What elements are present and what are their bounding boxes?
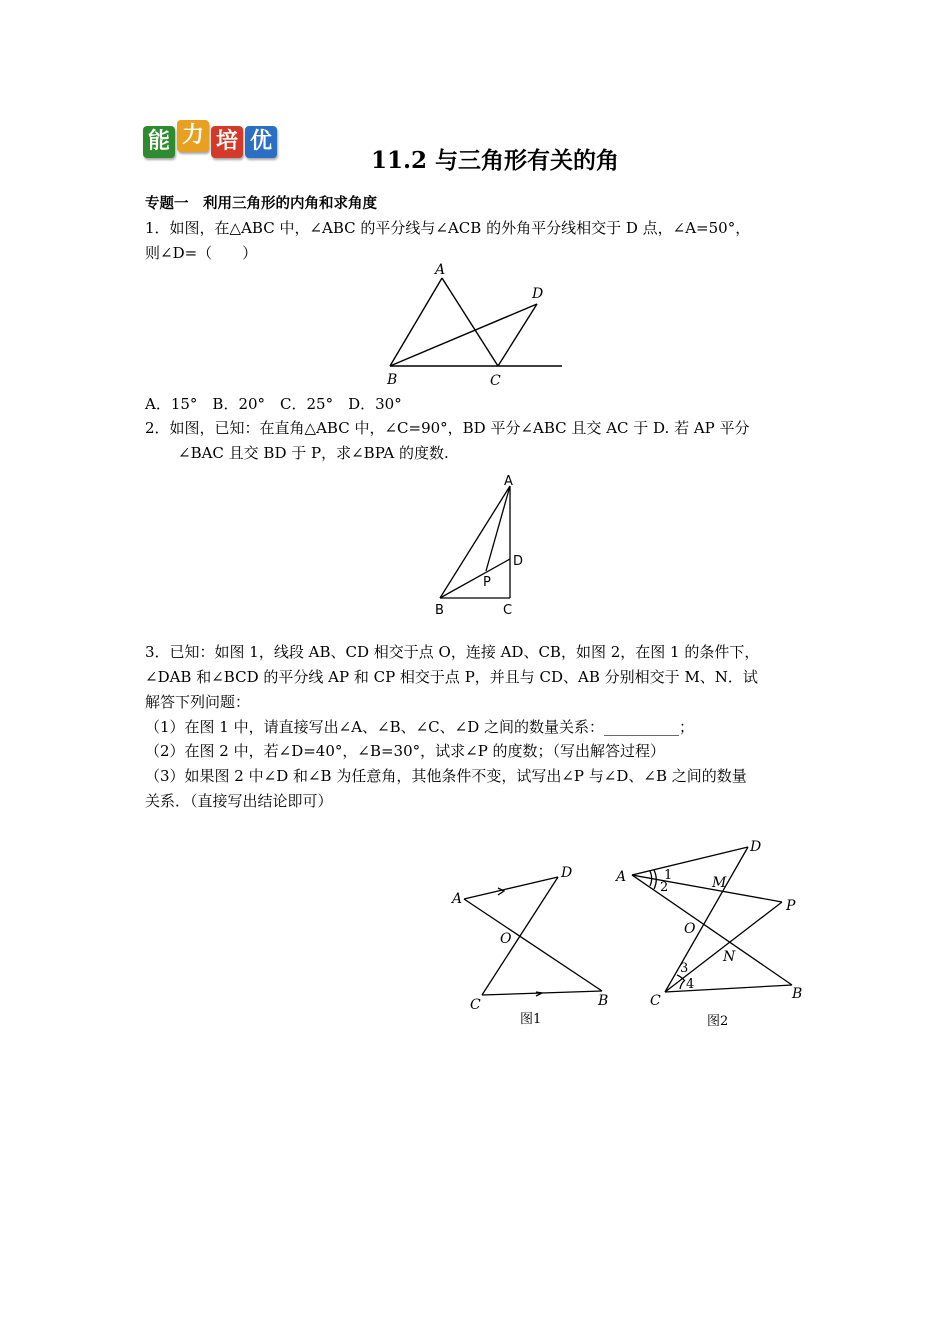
q1-label-B: B (387, 372, 398, 388)
fig2-label-B: B (792, 986, 803, 1002)
fig1-label-C: C (470, 997, 481, 1013)
fig2-angle-3: 3 (680, 961, 689, 976)
section-heading: 专题一 利用三角形的内角和求角度 (145, 196, 377, 212)
q2-label-C: C (503, 603, 513, 618)
q3-part3a: （3）如果图 2 中∠D 和∠B 为任意角，其他条件不变，试写出∠P 与∠D、∠B 之间的数量 (145, 767, 747, 785)
q1-options: A．15° B．20° C．25° D．30° (145, 395, 402, 413)
q2-label-D: D (513, 554, 524, 569)
q2-label-A: A (504, 474, 513, 489)
logo-char-2: 力 (177, 120, 209, 152)
q3-line2: ∠DAB 和∠BCD 的平分线 AP 和 CP 相交于点 P，并且与 CD、AB 分别相交于 M、N．试 (145, 668, 758, 686)
q3-line3: 解答下列问题： (145, 693, 251, 711)
fig2-label-D: D (750, 839, 762, 855)
fig1-label-B: B (598, 993, 609, 1009)
logo-char-1: 能 (143, 126, 175, 158)
q2-label-P: P (483, 575, 491, 590)
fig2-label-A: A (616, 869, 627, 885)
fig1-label-A: A (452, 891, 463, 907)
q2-line1: 2．如图，已知：在直角△ABC 中，∠C=90°，BD 平分∠ABC 且交 AC 于 D. 若 AP 平分 (145, 419, 750, 437)
q2-figure (425, 470, 535, 620)
fig1-label-O: O (500, 931, 512, 947)
q1-label-A: A (435, 262, 446, 278)
q1-label-D: D (532, 286, 544, 302)
q3-part1: （1）在图 1 中，请直接写出∠A、∠B、∠C、∠D 之间的数量关系：__________； (145, 718, 695, 736)
fig1-caption: 图1 (520, 1012, 542, 1027)
logo-char-4: 优 (245, 126, 277, 158)
page-title: 11.2 与三角形有关的角 (370, 147, 620, 174)
fig2-angle-2: 2 (660, 880, 669, 895)
q3-part2: （2）在图 2 中，若∠D=40°，∠B=30°，试求∠P 的度数；（写出解答过程） (145, 742, 666, 760)
q2-label-B: B (435, 603, 444, 618)
q1-label-C: C (490, 373, 501, 389)
fig2-label-M: M (712, 875, 727, 891)
q1-line2: 则∠D=（ ） (145, 244, 258, 262)
q1-line1: 1．如图，在△ABC 中，∠ABC 的平分线与∠ACB 的外角平分线相交于 D 点，∠A=50°， (145, 219, 751, 237)
q2-line2: ∠BAC 且交 BD 于 P，求∠BPA 的度数. (178, 444, 449, 462)
q3-line1: 3．已知：如图 1，线段 AB、CD 相交于点 O，连接 AD、CB，如图 2，在图 1 的条件下， (145, 643, 760, 661)
fig2-label-N: N (723, 949, 736, 965)
fig1-label-D: D (561, 865, 573, 881)
q3-part3b: 关系．（直接写出结论即可） (145, 792, 333, 810)
fig2-angle-4: 4 (686, 977, 695, 992)
q3-figure-1 (440, 855, 620, 1035)
fig2-label-P: P (786, 898, 796, 914)
logo-char-3: 培 (211, 126, 243, 158)
q3-figure-2 (610, 835, 825, 1035)
fig2-label-C: C (650, 993, 661, 1009)
fig2-angle-1: 1 (664, 868, 673, 883)
fig2-label-O: O (684, 921, 696, 937)
q1-figure (380, 258, 570, 393)
fig2-caption: 图2 (707, 1014, 729, 1029)
